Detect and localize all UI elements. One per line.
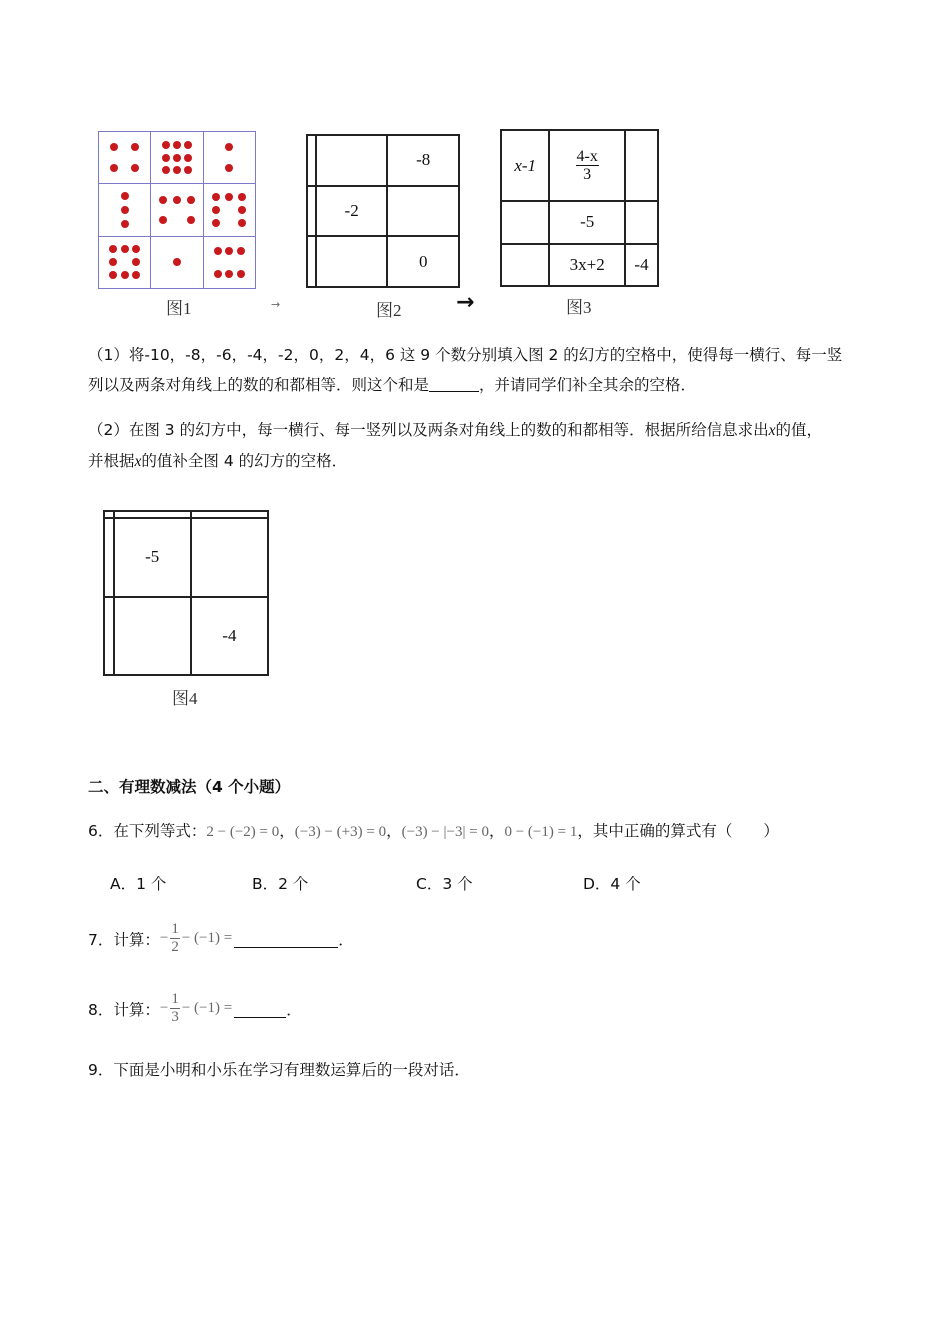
q7-fraction <box>170 921 180 956</box>
q1-text: ，并请同学们补全其余的空格． <box>479 376 697 394</box>
red-dot <box>214 247 222 255</box>
option-d[interactable]: D．4 个 <box>583 875 641 893</box>
fig1-cell <box>203 184 255 236</box>
red-dot <box>225 143 233 151</box>
red-dot <box>238 206 246 214</box>
fig4-cell <box>104 597 114 675</box>
fig1-cell <box>151 132 203 184</box>
fig2-cell <box>316 135 388 186</box>
q7-frac-num: 1 <box>171 921 179 937</box>
question-1-line-1: （1）将-10，-8，-6，-4，-2，0，2，4，6 这 9 个数分别填入图 2 的幻方的空格中，使得每一横行、每一竖 <box>88 346 843 364</box>
fig4-cell: -5 <box>114 518 191 596</box>
q7-end: ． <box>338 930 354 949</box>
fig4-cell <box>114 597 191 675</box>
fig3-cell-expr: x-1 <box>514 155 537 175</box>
red-dot <box>187 196 195 204</box>
fig3-frac-den: 3 <box>583 166 592 184</box>
option-a[interactable]: A．1 个 <box>110 875 167 893</box>
figure-1-caption: 图1 <box>166 299 192 318</box>
red-dot <box>132 258 140 266</box>
fig4-cell <box>104 518 114 596</box>
question-1 <box>88 340 842 400</box>
red-dot <box>109 258 117 266</box>
red-dot <box>212 219 220 227</box>
red-dot <box>238 193 246 201</box>
q1-text: 列以及两条对角线上的数的和都相等．则这个和是 <box>88 376 430 394</box>
fig3-fraction <box>576 148 599 183</box>
fig1-cell <box>203 236 255 288</box>
fig4-cell <box>114 511 191 518</box>
red-dot <box>121 192 129 200</box>
red-dot <box>162 154 170 162</box>
figure-4-caption: 图4 <box>172 689 198 708</box>
red-dot <box>173 166 181 174</box>
q8-frac-den: 3 <box>171 1009 179 1025</box>
fig2-cell <box>307 236 316 287</box>
fig3-cell <box>501 244 549 286</box>
red-dot <box>110 164 118 172</box>
fig2-cell <box>307 135 316 186</box>
red-dot <box>121 271 129 279</box>
q7-frac-den: 2 <box>171 939 179 955</box>
figure-1-dot-grid <box>98 131 256 289</box>
red-dot <box>132 271 140 279</box>
red-dot <box>131 143 139 151</box>
fig1-cell <box>203 132 255 184</box>
answer-blank[interactable] <box>429 373 479 392</box>
q8-end: ． <box>286 1000 302 1019</box>
fig2-cell <box>316 236 388 287</box>
q2-text: 的值补全图 4 的幻方的空格． <box>141 452 348 470</box>
q8-prefix: 8．计算： <box>88 1000 160 1019</box>
option-b[interactable]: B．2 个 <box>252 875 309 893</box>
option-c[interactable]: C．3 个 <box>416 875 473 893</box>
red-dot <box>159 196 167 204</box>
fig3-frac-num: 4-x <box>576 148 598 166</box>
fig2-cell <box>307 186 316 237</box>
figure-3-caption: 图3 <box>566 298 592 317</box>
fig2-cell <box>387 186 459 237</box>
q8-fraction <box>170 991 180 1026</box>
red-dot <box>237 270 245 278</box>
q6-separator: ， <box>488 822 505 840</box>
arrow-icon: → <box>456 290 475 315</box>
answer-blank[interactable] <box>234 999 286 1018</box>
red-dot <box>184 166 192 174</box>
q6-equation: 0 − (−1) = 1 <box>504 824 578 840</box>
fig2-cell: -8 <box>387 135 459 186</box>
question-7 <box>88 921 354 956</box>
red-dot <box>225 270 233 278</box>
fig1-cell <box>99 184 151 236</box>
question-9: 9．下面是小明和小乐在学习有理数运算后的一段对话． <box>88 1061 470 1079</box>
q6-equation: 2 − (−2) = 0 <box>206 824 280 840</box>
answer-blank[interactable] <box>234 929 338 948</box>
q6-suffix: ，其中正确的算式有（ ） <box>577 822 779 840</box>
fig1-cell <box>99 132 151 184</box>
red-dot <box>131 164 139 172</box>
figure-2-caption: 图2 <box>376 301 402 320</box>
fig3-cell <box>625 201 658 243</box>
question-6 <box>88 816 779 847</box>
fig3-cell: 3x+2 <box>549 244 625 286</box>
fig2-cell: -2 <box>316 186 388 237</box>
variable-x: x <box>768 422 776 439</box>
red-dot <box>109 271 117 279</box>
question-2 <box>88 415 822 477</box>
red-dot <box>225 247 233 255</box>
fig3-cell: -4 <box>625 244 658 286</box>
q7-minus: − <box>159 930 169 946</box>
q8-frac-num: 1 <box>171 991 179 1007</box>
q2-text: 并根据 <box>88 452 135 470</box>
red-dot <box>212 193 220 201</box>
fig3-cell <box>625 130 658 201</box>
small-arrow-icon: → <box>271 298 281 311</box>
red-dot <box>121 206 129 214</box>
red-dot <box>238 219 246 227</box>
red-dot <box>225 193 233 201</box>
q6-equation: (−3) − |−3| = 0 <box>401 824 489 840</box>
fig3-cell: -5 <box>549 201 625 243</box>
red-dot <box>110 143 118 151</box>
figure-2-magic-square <box>306 134 460 288</box>
question-8 <box>88 991 302 1026</box>
q8-minus: − <box>159 1000 169 1016</box>
fig1-cell <box>99 236 151 288</box>
red-dot <box>184 154 192 162</box>
fig2-cell: 0 <box>387 236 459 287</box>
variable-x: x <box>134 453 142 470</box>
red-dot <box>212 206 220 214</box>
q7-prefix: 7．计算： <box>88 930 160 949</box>
fig4-cell <box>191 518 268 596</box>
figure-4-magic-square <box>103 510 269 676</box>
red-dot <box>173 141 181 149</box>
q8-expression: − (−1) = <box>181 1000 233 1016</box>
red-dot <box>121 220 129 228</box>
red-dot <box>109 245 117 253</box>
q2-text: 的值， <box>775 421 822 439</box>
red-dot <box>187 216 195 224</box>
fig3-cell <box>549 130 625 201</box>
red-dot <box>214 270 222 278</box>
q6-equation: (−3) − (+3) = 0 <box>294 824 387 840</box>
red-dot <box>159 216 167 224</box>
q6-prefix: 6．在下列等式： <box>88 822 207 840</box>
fig4-cell: -4 <box>191 597 268 675</box>
question-1-line-2 <box>88 370 842 400</box>
red-dot <box>237 247 245 255</box>
q6-separator: ， <box>279 822 295 840</box>
red-dot <box>184 141 192 149</box>
red-dot <box>173 154 181 162</box>
red-dot <box>121 245 129 253</box>
fig1-cell <box>151 184 203 236</box>
figure-3-magic-square <box>500 129 659 287</box>
red-dot <box>173 196 181 204</box>
question-2-line-1 <box>88 415 822 446</box>
red-dot <box>162 166 170 174</box>
fig3-cell <box>501 130 549 201</box>
red-dot <box>162 141 170 149</box>
fig1-cell <box>151 236 203 288</box>
question-2-line-2 <box>88 446 822 477</box>
fig4-cell <box>191 511 268 518</box>
red-dot <box>132 245 140 253</box>
fig4-cell <box>104 511 114 518</box>
q2-text: （2）在图 3 的幻方中，每一横行、每一竖列以及两条对角线上的数的和都相等．根据所给信息求出 <box>88 421 769 439</box>
q6-separator: ， <box>386 822 402 840</box>
red-dot <box>173 258 181 266</box>
red-dot <box>225 164 233 172</box>
fig3-cell <box>501 201 549 243</box>
section-title: 二、有理数减法（4 个小题） <box>88 778 291 796</box>
q7-expression: − (−1) = <box>181 930 233 946</box>
